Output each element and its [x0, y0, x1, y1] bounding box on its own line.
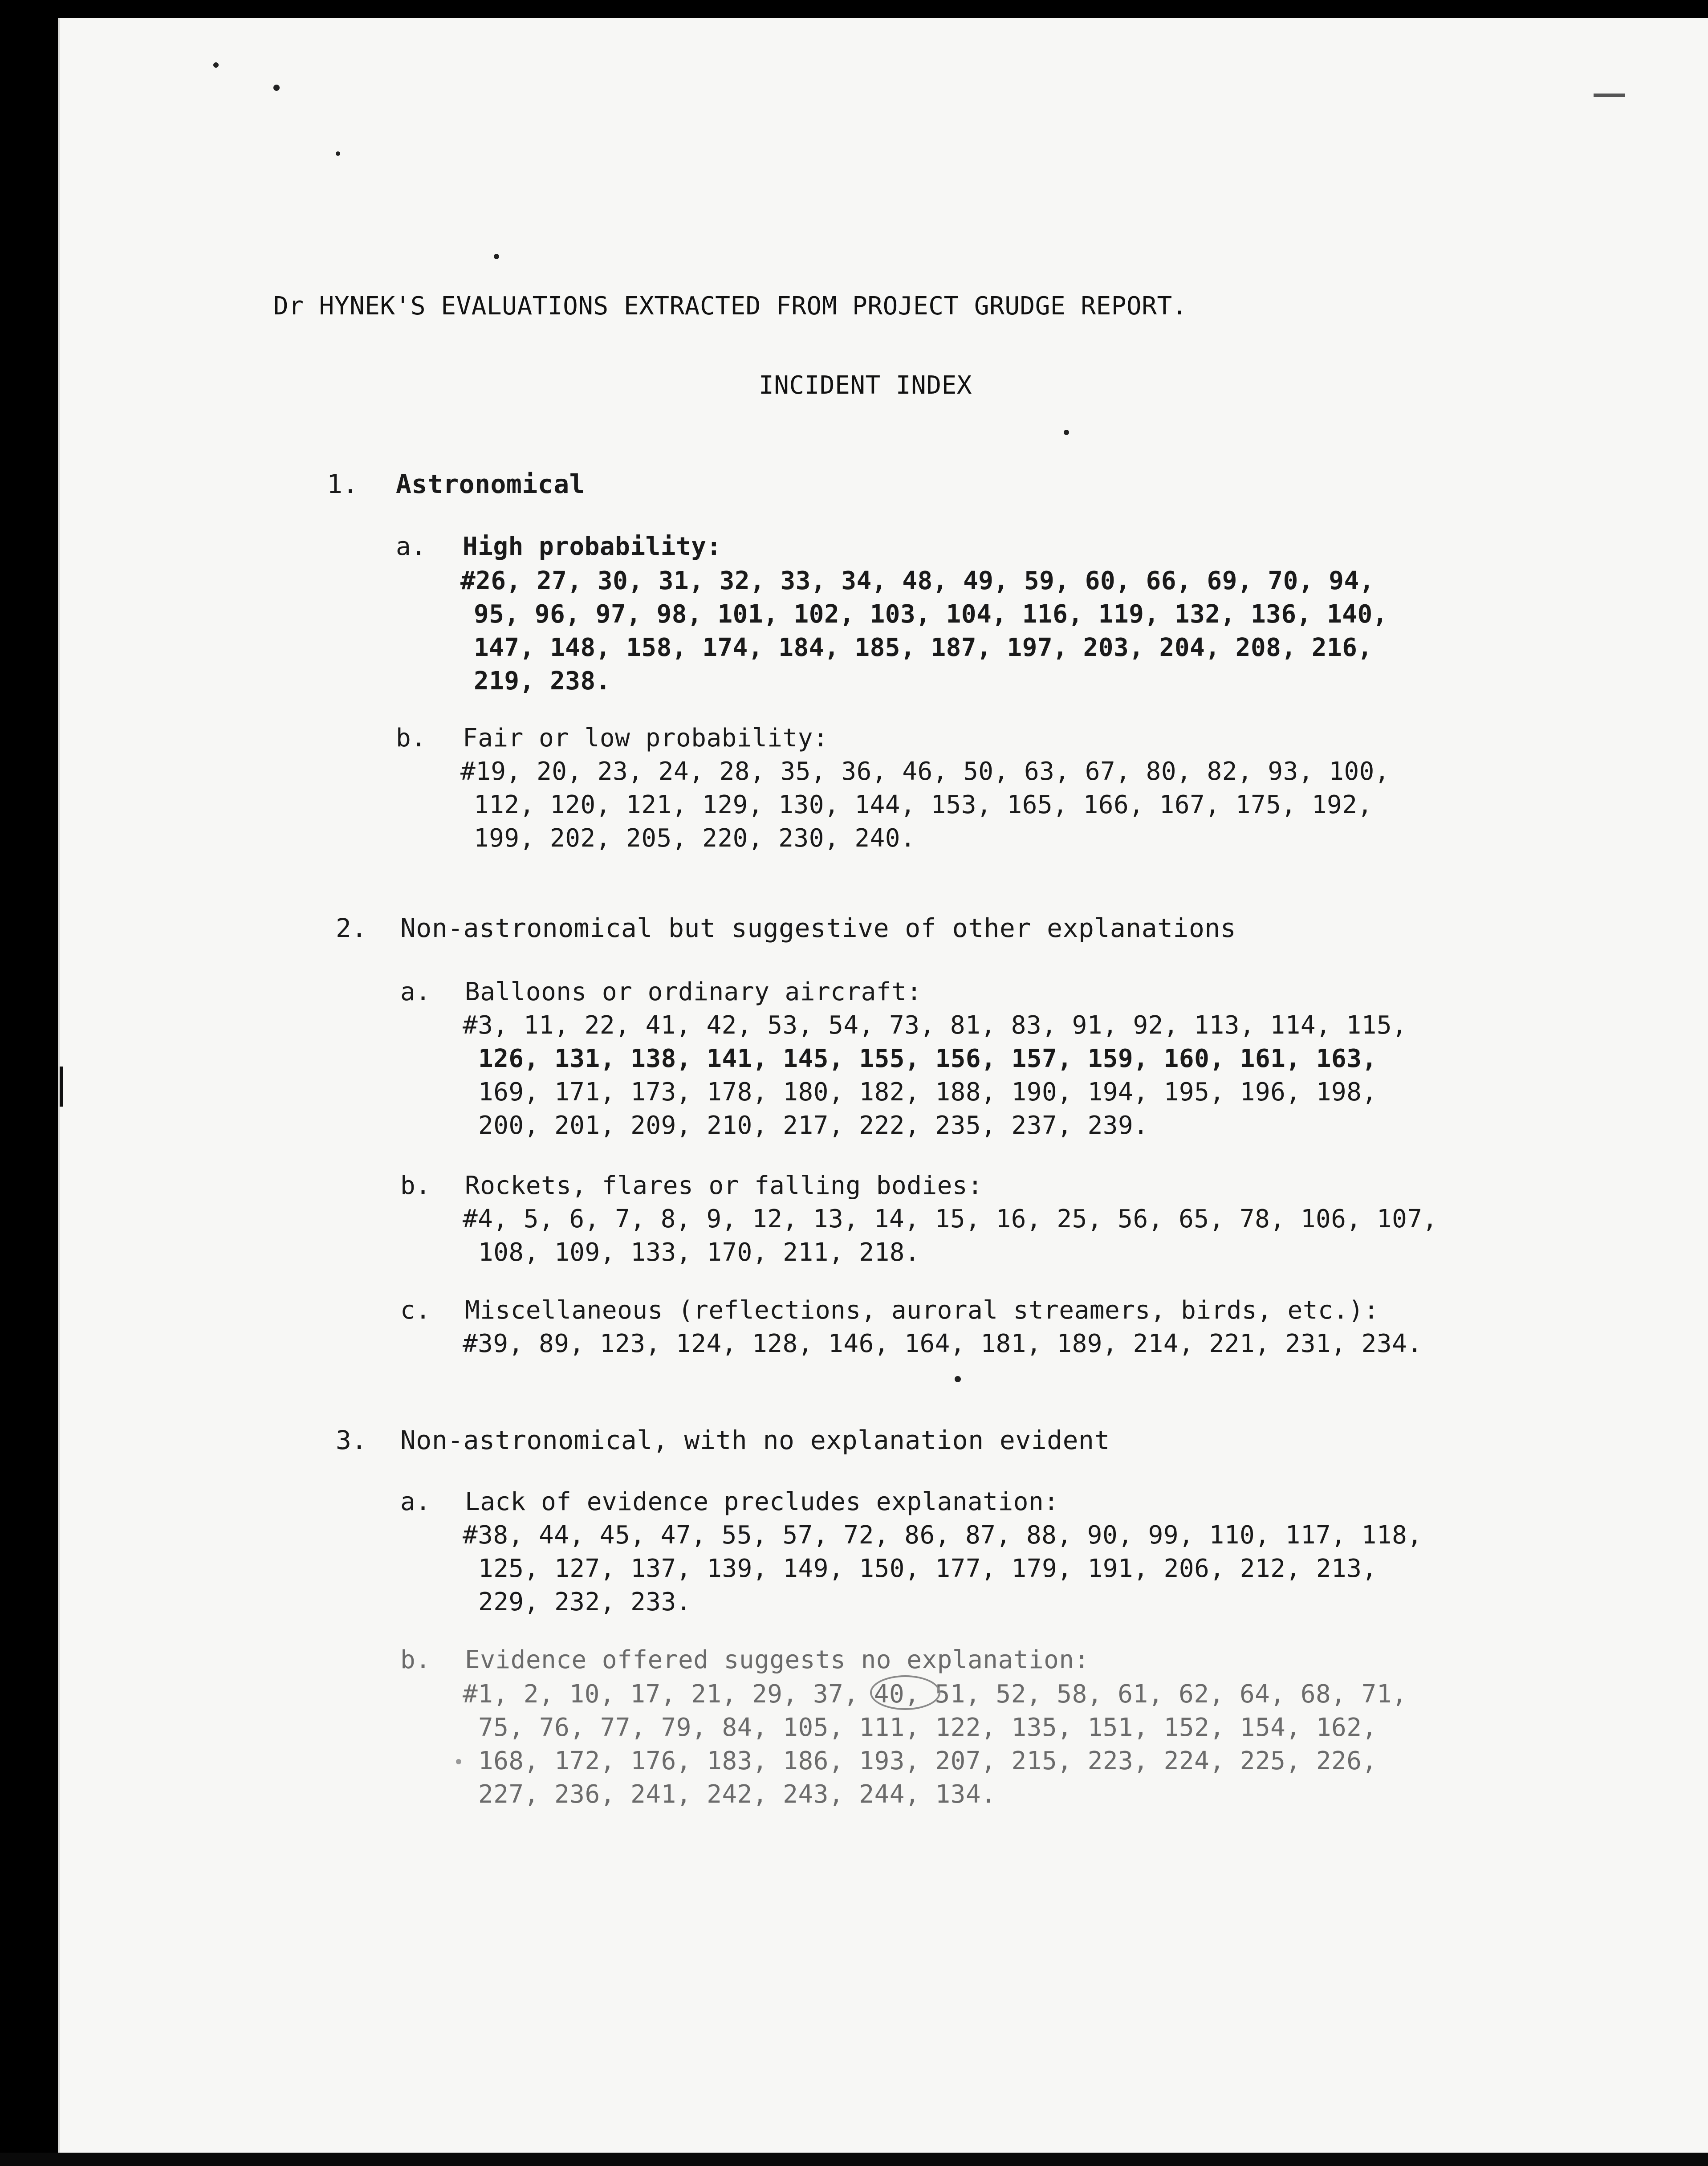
incident-list-line: 169, 171, 173, 178, 180, 182, 188, 190, 194, 195, 196, 198,	[478, 1078, 1377, 1107]
scan-speck	[273, 85, 280, 91]
incident-list-line: #1, 2, 10, 17, 21, 29, 37, 40, 51, 52, 58, 61, 62, 64, 68, 71,	[463, 1680, 1407, 1709]
subsection-letter: b.	[400, 1645, 431, 1674]
subsection-label: Fair or low probability:	[463, 724, 829, 753]
incident-list-line: #3, 11, 22, 41, 42, 53, 54, 73, 81, 83, 91, 92, 113, 114, 115,	[463, 1011, 1407, 1040]
subsection-label: Balloons or ordinary aircraft:	[465, 977, 922, 1006]
incident-list-line: 147, 148, 158, 174, 184, 185, 187, 197, 203, 204, 208, 216,	[474, 633, 1373, 662]
hand-drawn-circle	[870, 1675, 940, 1710]
scan-bottom-edge	[0, 2153, 1708, 2166]
subsection-label: High probability:	[463, 532, 722, 561]
incident-list-line: 108, 109, 133, 170, 211, 218.	[478, 1238, 920, 1267]
subsection-letter: a.	[396, 532, 427, 561]
incident-list-line: 75, 76, 77, 79, 84, 105, 111, 122, 135, 151, 152, 154, 162,	[478, 1713, 1377, 1742]
scan-speck	[336, 151, 340, 156]
incident-list-line: 95, 96, 97, 98, 101, 102, 103, 104, 116, 119, 132, 136, 140,	[474, 600, 1388, 629]
incident-list-line: 126, 131, 138, 141, 145, 155, 156, 157, 159, 160, 161, 163,	[478, 1044, 1377, 1073]
incident-list-line: 229, 232, 233.	[478, 1588, 692, 1616]
incident-list-line: 227, 236, 241, 242, 243, 244, 134.	[478, 1780, 996, 1809]
subsection-label: Lack of evidence precludes explanation:	[465, 1487, 1059, 1516]
scan-speck	[456, 1759, 461, 1764]
incident-list-line: 200, 201, 209, 210, 217, 222, 235, 237, 239.	[478, 1111, 1149, 1140]
subsection-letter: a.	[400, 977, 431, 1006]
subsection-label: Miscellaneous (reflections, auroral streamers, birds, etc.):	[465, 1296, 1379, 1325]
scan-mark	[60, 1067, 63, 1107]
scan-speck	[1064, 430, 1069, 435]
document-subtitle: INCIDENT INDEX	[759, 371, 972, 400]
incident-list-line: 199, 202, 205, 220, 230, 240.	[474, 824, 916, 853]
section-number: 2.	[336, 913, 367, 943]
subsection-label: Rockets, flares or falling bodies:	[465, 1171, 983, 1200]
incident-list-line: 168, 172, 176, 183, 186, 193, 207, 215, 223, 224, 225, 226,	[478, 1747, 1377, 1775]
section-number: 3.	[336, 1425, 367, 1455]
incident-list-line: 125, 127, 137, 139, 149, 150, 177, 179, 191, 206, 212, 213,	[478, 1554, 1377, 1583]
subsection-label: Evidence offered suggests no explanation:	[465, 1645, 1090, 1674]
scan-speck	[955, 1376, 961, 1382]
incident-list-line: #39, 89, 123, 124, 128, 146, 164, 181, 189, 214, 221, 231, 234.	[463, 1329, 1423, 1358]
paper-sheet	[58, 18, 1708, 2166]
scan-speck	[494, 254, 499, 259]
section-heading: Astronomical	[396, 469, 586, 499]
incident-list-line: #19, 20, 23, 24, 28, 35, 36, 46, 50, 63, 67, 80, 82, 93, 100,	[460, 757, 1390, 786]
incident-list-line: #38, 44, 45, 47, 55, 57, 72, 86, 87, 88, 90, 99, 110, 117, 118,	[463, 1521, 1423, 1550]
subsection-letter: b.	[400, 1171, 431, 1200]
incident-list-line: 112, 120, 121, 129, 130, 144, 153, 165, 166, 167, 175, 192,	[474, 790, 1373, 819]
incident-list-line: #26, 27, 30, 31, 32, 33, 34, 48, 49, 59, 60, 66, 69, 70, 94,	[460, 566, 1375, 595]
incident-list-line: 219, 238.	[474, 667, 611, 696]
subsection-letter: b.	[396, 724, 427, 753]
section-heading: Non-astronomical but suggestive of other explanations	[400, 913, 1236, 943]
incident-list-line: #4, 5, 6, 7, 8, 9, 12, 13, 14, 15, 16, 25, 56, 65, 78, 106, 107,	[463, 1205, 1438, 1234]
scan-speck	[213, 62, 219, 68]
subsection-letter: a.	[400, 1487, 431, 1516]
section-heading: Non-astronomical, with no explanation evident	[400, 1425, 1110, 1455]
document-title: Dr HYNEK'S EVALUATIONS EXTRACTED FROM PROJECT GRUDGE REPORT.	[273, 292, 1187, 321]
subsection-letter: c.	[400, 1296, 431, 1325]
section-number: 1.	[327, 469, 358, 499]
scan-mark	[1594, 94, 1625, 97]
